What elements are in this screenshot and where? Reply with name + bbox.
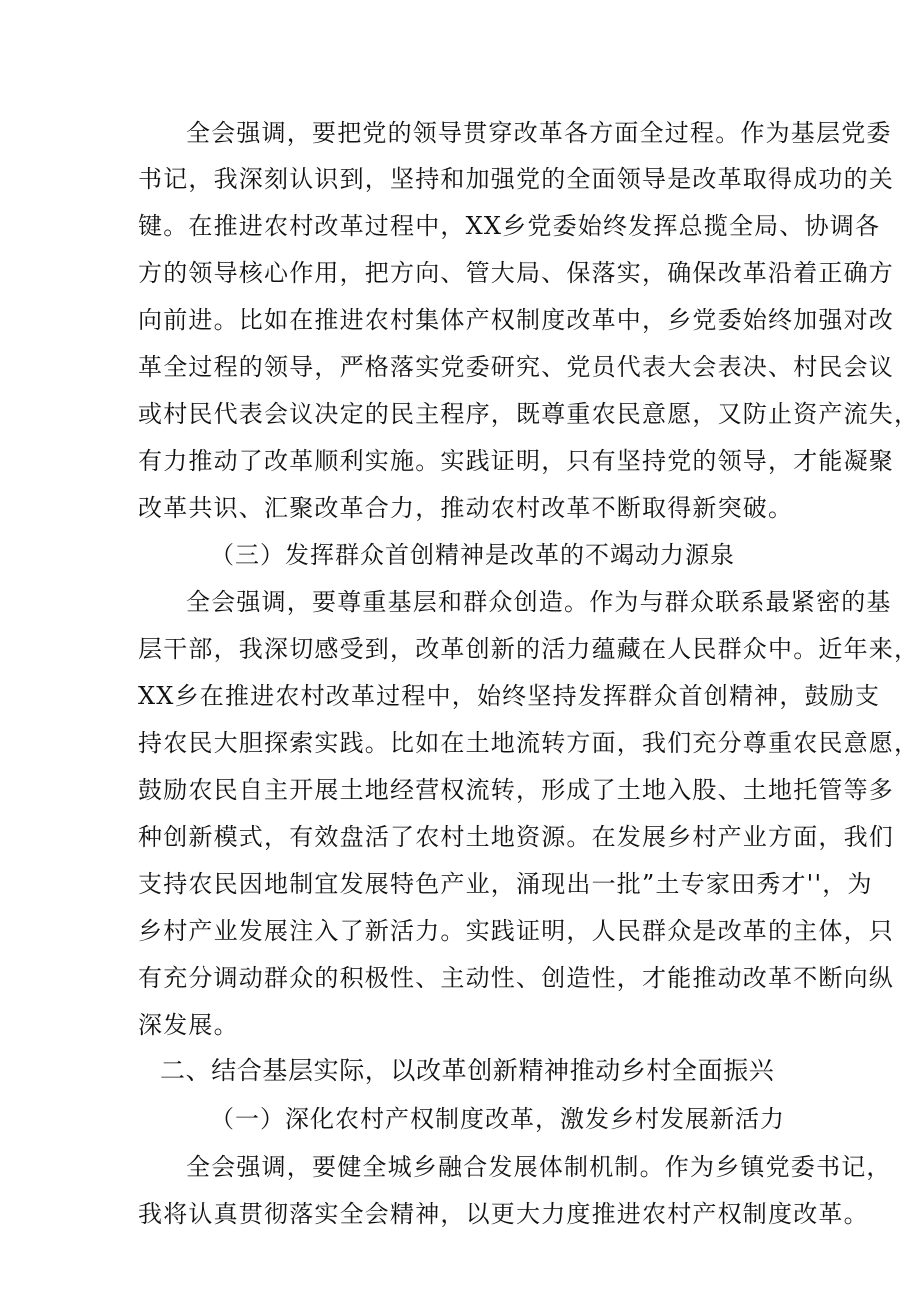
subheading-three: （三）发挥群众首创精神是改革的不竭动力源泉 <box>210 541 735 569</box>
paragraph-line: 改革共识、汇聚改革合力，推动农村改革不断取得新突破。 <box>138 494 794 522</box>
paragraph-line: 向前进。比如在推进农村集体产权制度改革中，乡党委始终加强对改 <box>138 306 894 334</box>
paragraph-line: 有力推动了改革顺利实施。实践证明，只有坚持党的领导，才能凝聚 <box>138 447 894 475</box>
paragraph-line: 鼓励农民自主开展土地经营权流转，形成了土地入股、土地托管等多 <box>138 776 894 804</box>
paragraph-line: 持农民大胆探索实践。比如在土地流转方面，我们充分尊重农民意愿， <box>138 729 920 757</box>
paragraph-line: 书记，我深刻认识到，坚持和加强党的全面领导是改革取得成功的关 <box>138 165 894 193</box>
paragraph-line: XX乡在推进农村改革过程中，始终坚持发挥群众首创精神，鼓励支 <box>138 682 881 710</box>
paragraph-line: 方的领导核心作用，把方向、管大局、保落实，确保改革沿着正确方 <box>138 259 894 287</box>
section-heading-two: 二、结合基层实际，以改革创新精神推动乡村全面振兴 <box>160 1056 775 1085</box>
subheading-one: （一）深化农村产权制度改革，激发乡村发展新活力 <box>210 1105 785 1133</box>
paragraph-line: 乡村产业发展注入了新活力。实践证明，人民群众是改革的主体，只 <box>138 917 894 945</box>
paragraph-line: 深发展。 <box>138 1011 239 1039</box>
paragraph-line: 支持农民因地制宜发展特色产业，涌现出一批”土专家田秀才''，为 <box>138 870 873 898</box>
paragraph-line: 种创新模式，有效盘活了农村土地资源。在发展乡村产业方面，我们 <box>138 823 894 851</box>
paragraph-line: 层干部，我深切感受到，改革创新的活力蕴藏在人民群众中。近年来， <box>138 635 920 663</box>
paragraph-line: 有充分调动群众的积极性、主动性、创造性，才能推动改革不断向纵 <box>138 964 894 992</box>
paragraph-line: 我将认真贯彻落实全会精神，以更大力度推进农村产权制度改革。 <box>138 1200 869 1228</box>
paragraph-line: 全会强调，要健全城乡融合发展体制机制。作为乡镇党委书记， <box>186 1153 892 1181</box>
paragraph-line: 全会强调，要尊重基层和群众创造。作为与群众联系最紧密的基 <box>186 588 892 616</box>
paragraph-line: 全会强调，要把党的领导贯穿改革各方面全过程。作为基层党委 <box>186 119 892 147</box>
paragraph-line: 或村民代表会议决定的民主程序，既尊重农民意愿，又防止资产流失， <box>138 400 920 428</box>
paragraph-line: 革全过程的领导，严格落实党委研究、党员代表大会表决、村民会议 <box>138 353 894 381</box>
paragraph-line: 键。在推进农村改革过程中，XX乡党委始终发挥总揽全局、协调各 <box>138 212 881 240</box>
